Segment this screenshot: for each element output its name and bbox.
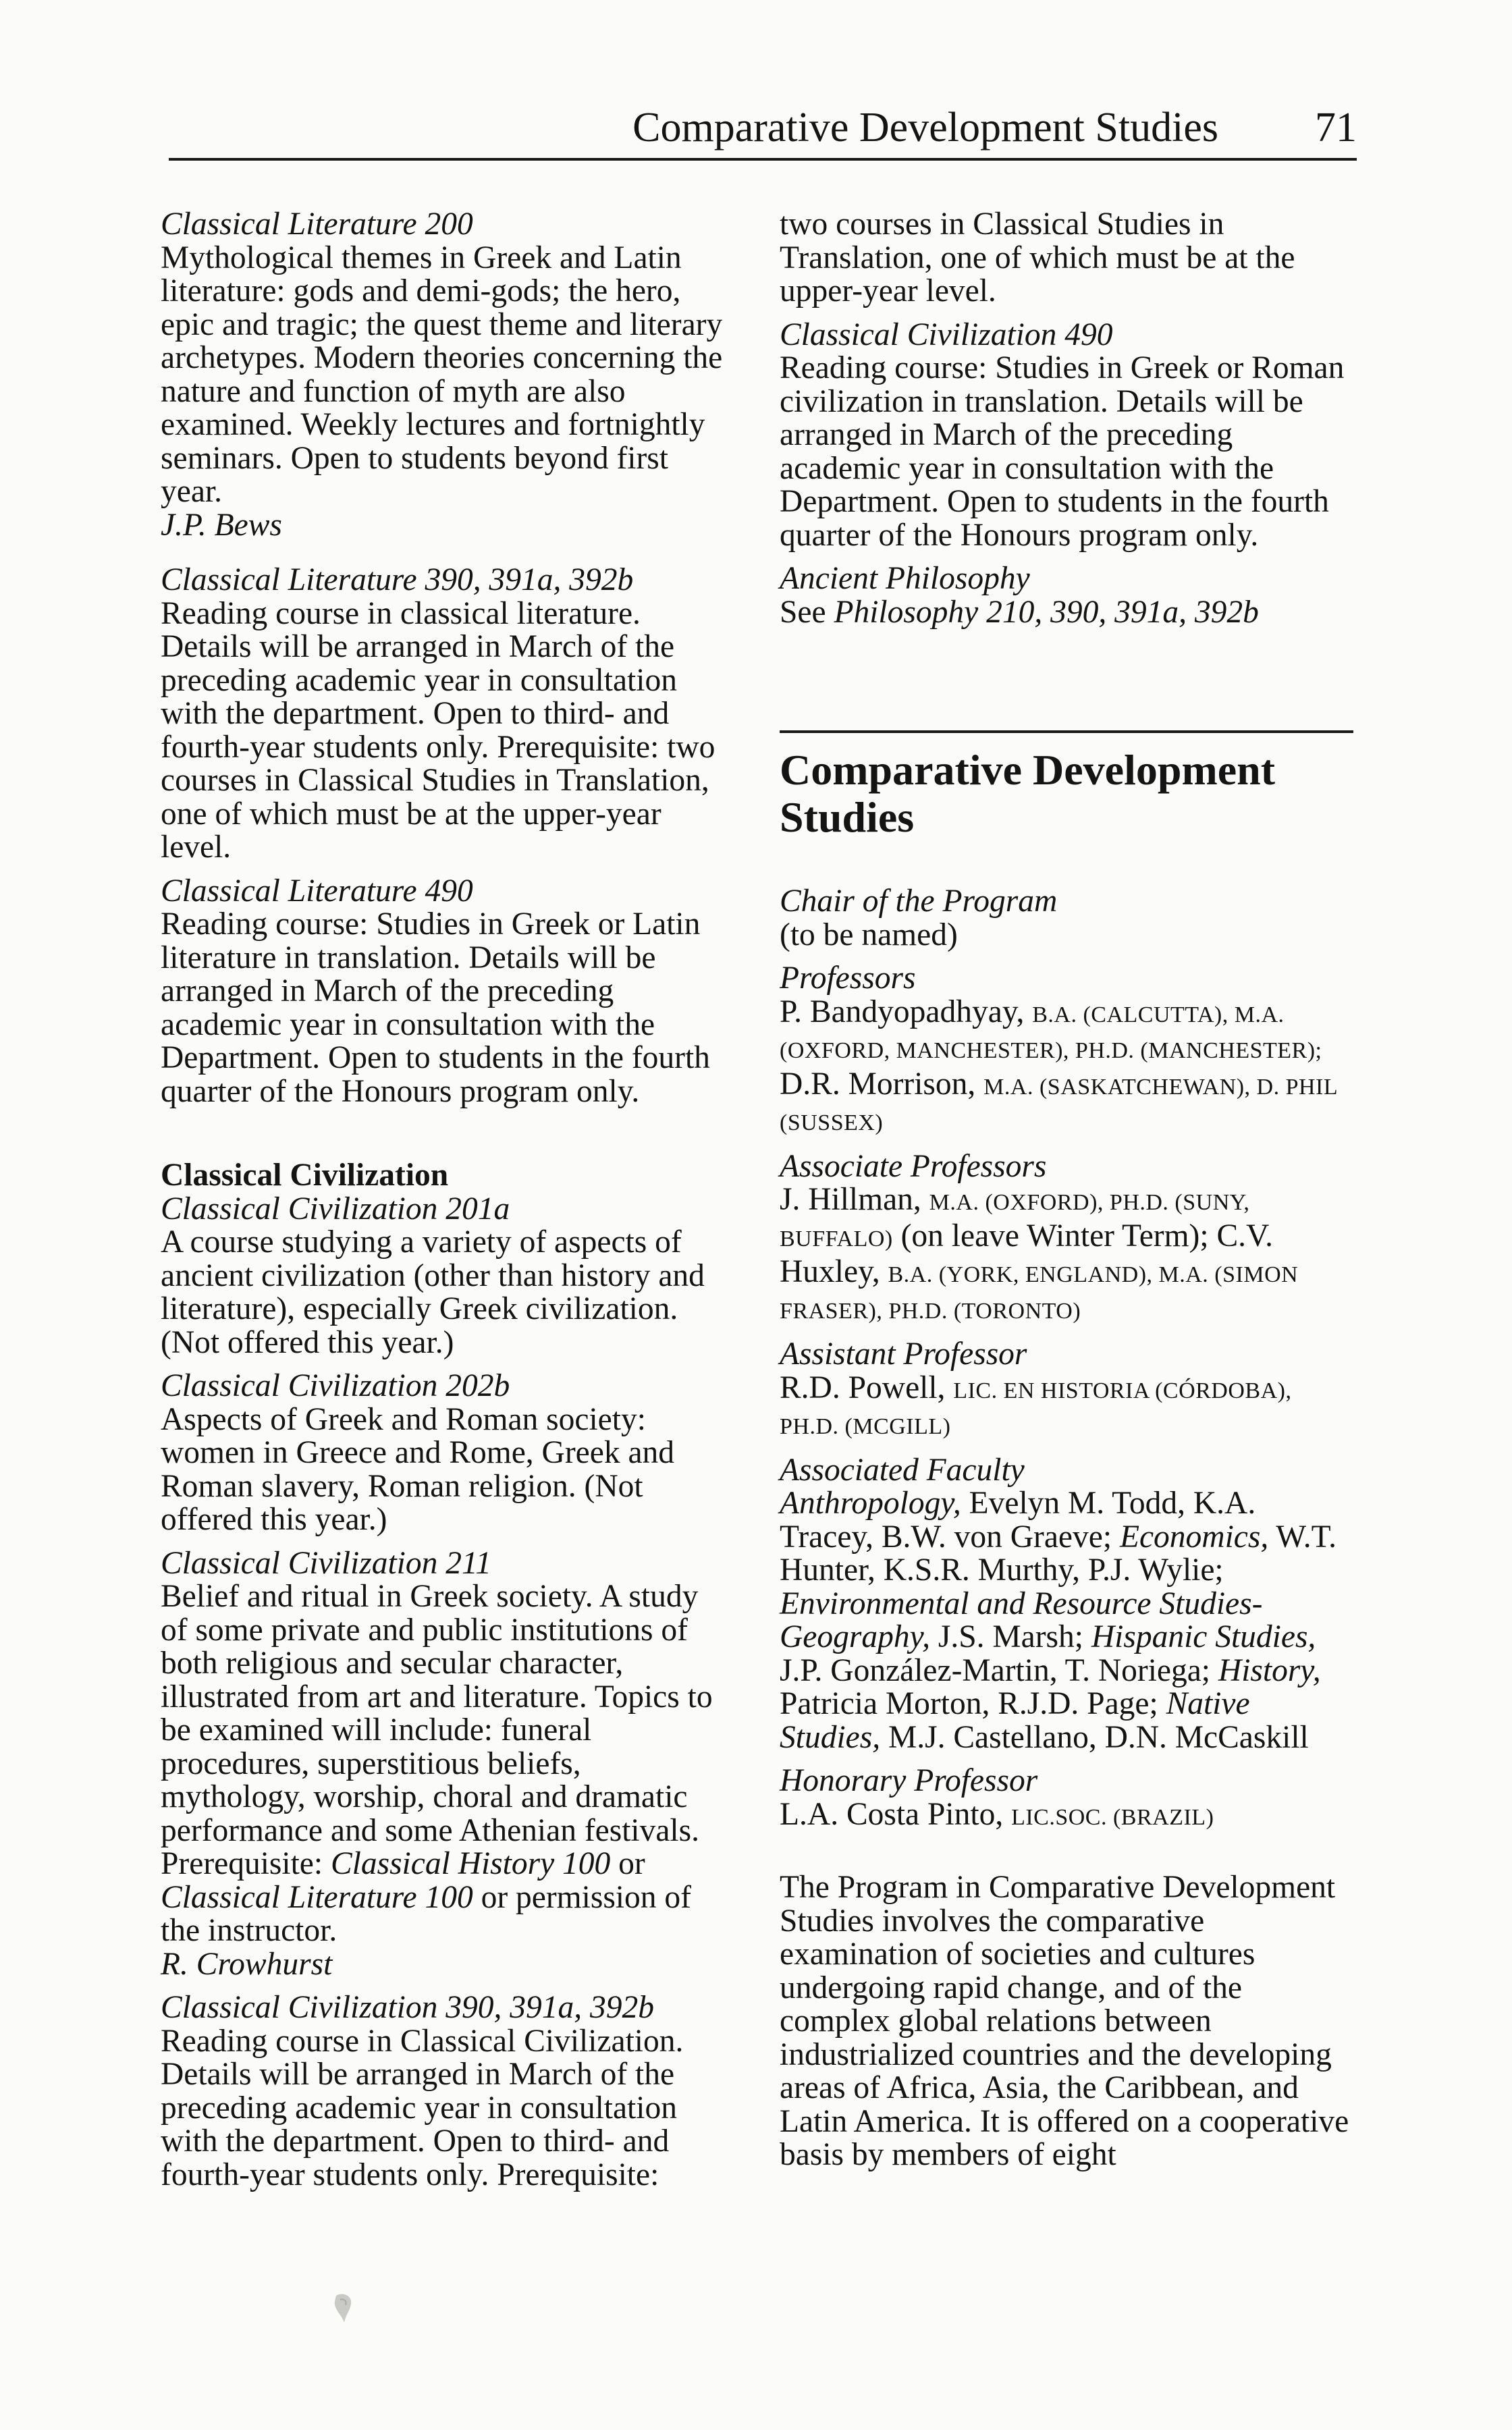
faculty-group-honorary [780, 1764, 1353, 1834]
faculty-name: J. Hillman, [780, 1182, 929, 1217]
instructor-name: J.P. Bews [161, 507, 282, 543]
course-description: Reading course in classical literature. Details will be arranged in March of the preceding academic year in consultation with the department. Open to third- and fourth-year students only. Prerequisite: two courses in Classical Studies in Translation, one of which must be at the upper-year level. [161, 595, 716, 865]
course-entry [161, 875, 728, 1109]
description-text: Belief and ritual in Greek society. A study of some private and public institutions of both religious and secular character, illustrated from art and literature. Topics to be examined will include: funeral procedures, superstitious beliefs, mythology, worship, choral and dramatic performance and some Athenian festivals. Prerequisite: [161, 1579, 713, 1881]
department-name: Hispanic Studies, [1091, 1619, 1316, 1654]
program-introduction [780, 1871, 1353, 2172]
description-tail: or permission of the instructor. [161, 1879, 691, 1948]
right-column [780, 208, 1353, 2172]
see-label: See [780, 594, 834, 630]
faculty-name: Evelyn M. Todd, K.A. Tracey, B.W. von Graeve; [780, 1486, 1256, 1555]
faculty-names [780, 996, 1353, 1140]
faculty-credentials: B.A. (CALCUTTA), M.A. (OXFORD, MANCHESTER), PH.D. (MANCHESTER); [780, 1002, 1322, 1063]
faculty-name: Patricia Morton, R.J.D. Page; [780, 1686, 1166, 1721]
course-title: Classical Civilization 390, 391a, 392b [161, 1990, 655, 2025]
course-description: Reading course in Classical Civilization. Details will be arranged in March of the preceding academic year in consultation with the department. Open to third- and fourth-year students only. Prerequisite: [161, 2023, 684, 2192]
faculty-role: Chair of the Program [780, 884, 1058, 919]
section-divider [780, 730, 1353, 733]
course-entry [161, 1193, 728, 1360]
course-title: Classical Civilization 490 [780, 317, 1113, 352]
running-header [169, 103, 1357, 161]
instructor-name: R. Crowhurst [161, 1946, 333, 1982]
section-heading: Classical Civilization [161, 1158, 449, 1193]
course-description: Mythological themes in Greek and Latin literature: gods and demi-gods; the hero, epic and tragic; the quest theme and literary archetypes. Modern theories concerning the nature and function of myth are also examined. Weekly lectures and fortnightly seminars. Open to students beyond first year. [161, 240, 723, 509]
faculty-role: Honorary Professor [780, 1763, 1038, 1798]
course-entry [161, 208, 728, 542]
faculty-group-professors [780, 962, 1353, 1140]
faculty-name: L.A. Costa Pinto, [780, 1796, 1012, 1832]
conjunction: or [610, 1846, 645, 1881]
left-column [161, 208, 728, 2202]
course-entry [780, 319, 1353, 553]
course-entry [161, 1991, 728, 2192]
faculty-credentials: B.A. (YORK, ENGLAND), M.A. (SIMON FRASER), PH.D. (TORONTO) [780, 1262, 1299, 1324]
faculty-credentials: LIC. EN HISTORIA (CÓRDOBA), PH.D. (MCGILL) [780, 1378, 1292, 1439]
faculty-group-assistant [780, 1338, 1353, 1444]
faculty-credentials: M.A. (OXFORD), PH.D. (SUNY, BUFFALO) [780, 1190, 1250, 1251]
department-name: Anthropology, [780, 1486, 961, 1521]
cross-reference-target: Philosophy 210, 390, 391a, 392b [834, 594, 1259, 630]
course-title: Classical Literature 390, 391a, 392b [161, 562, 634, 597]
course-description: Aspects of Greek and Roman society: women in Greece and Rome, Greek and Roman slavery, Roman religion. (Not offered this year.) [161, 1401, 675, 1537]
course-entry [161, 1547, 728, 1982]
faculty-names [780, 1183, 1353, 1328]
department-name: History, [1218, 1652, 1321, 1688]
page-number: 71 [1315, 105, 1357, 151]
faculty-names: (to be named) [780, 917, 958, 952]
introduction-text: The Program in Comparative Development Studies involves the comparative examination of societies and cultures undergoing rapid change, and of the complex global relations between industrialized countries and the developing areas of Africa, Asia, the Caribbean, and Latin America. It is offered on a cooperative basis by members of eight [780, 1870, 1349, 2172]
course-title: Ancient Philosophy [780, 561, 1030, 596]
course-title: Classical Literature 200 [161, 207, 473, 242]
department-name: Economics, [1119, 1519, 1269, 1555]
faculty-name: W.T. Hunter, K.S.R. Murthy, P.J. Wylie; [780, 1519, 1336, 1588]
faculty-name: J.P. González-Martin, T. Noriega; [780, 1652, 1218, 1688]
department-name: Native Studies, [780, 1686, 1250, 1755]
faculty-note: (on leave Winter Term); C.V. Huxley, [780, 1218, 1274, 1289]
course-description [161, 1580, 728, 1948]
faculty-names [780, 1372, 1353, 1444]
faculty-group-associate [780, 1150, 1353, 1328]
faculty-role: Associate Professors [780, 1148, 1047, 1184]
course-title: Classical Civilization 201a [161, 1191, 510, 1226]
course-description: Reading course: Studies in Greek or Latin literature in translation. Details will be arranged in March of the preceding academic year in consultation with the Department. Open to students in the fourth quarter of the Honours program only. [161, 907, 710, 1109]
faculty-credentials: LIC.SOC. (BRAZIL) [1011, 1804, 1214, 1830]
faculty-names [780, 1487, 1353, 1754]
course-entry [780, 562, 1353, 629]
faculty-credentials: M.A. (SASKATCHEWAN), D. PHIL (SUSSEX) [780, 1074, 1337, 1135]
header-title: Comparative Development Studies [632, 105, 1218, 151]
course-description: A course studying a variety of aspects of ancient civilization (other than history and literature), especially Greek civilization. (Not offered this year.) [161, 1224, 705, 1360]
faculty-name: P. Bandyopadhyay, [780, 994, 1033, 1029]
course-title: Classical Civilization 211 [161, 1545, 491, 1581]
print-blemish-icon [331, 2292, 356, 2324]
course-description: Reading course: Studies in Greek or Roman civilization in translation. Details will be arranged in March of the preceding academic year in consultation with the Department. Open to students in the fourth quarter of the Honours program only. [780, 350, 1345, 553]
faculty-name: M.J. Castellano, D.N. McCaskill [880, 1719, 1309, 1755]
faculty-role: Professors [780, 961, 916, 996]
course-entry [161, 564, 728, 865]
faculty-name: R.D. Powell, [780, 1370, 954, 1405]
prerequisite-b: Classical Literature 100 [161, 1879, 473, 1915]
section-title: Comparative Development Studies [780, 746, 1276, 841]
prerequisite-a: Classical History 100 [330, 1846, 611, 1881]
faculty-role: Assistant Professor [780, 1336, 1027, 1372]
continued-text [780, 208, 1353, 308]
faculty-name: D.R. Morrison, [780, 1066, 984, 1102]
cross-reference [780, 596, 1353, 630]
faculty-names [780, 1798, 1353, 1835]
course-title: Classical Civilization 202b [161, 1368, 510, 1403]
department-name: Environmental and Resource Studies-Geography, [780, 1586, 1263, 1654]
faculty-group-chair [780, 885, 1353, 952]
continued-description: two courses in Classical Studies in Translation, one of which must be at the upper-year level. [780, 207, 1295, 308]
faculty-role: Associated Faculty [780, 1452, 1025, 1488]
course-entry [161, 1370, 728, 1537]
faculty-name: J.S. Marsh; [929, 1619, 1091, 1654]
course-title: Classical Literature 490 [161, 873, 473, 909]
faculty-group-associated [780, 1454, 1353, 1755]
